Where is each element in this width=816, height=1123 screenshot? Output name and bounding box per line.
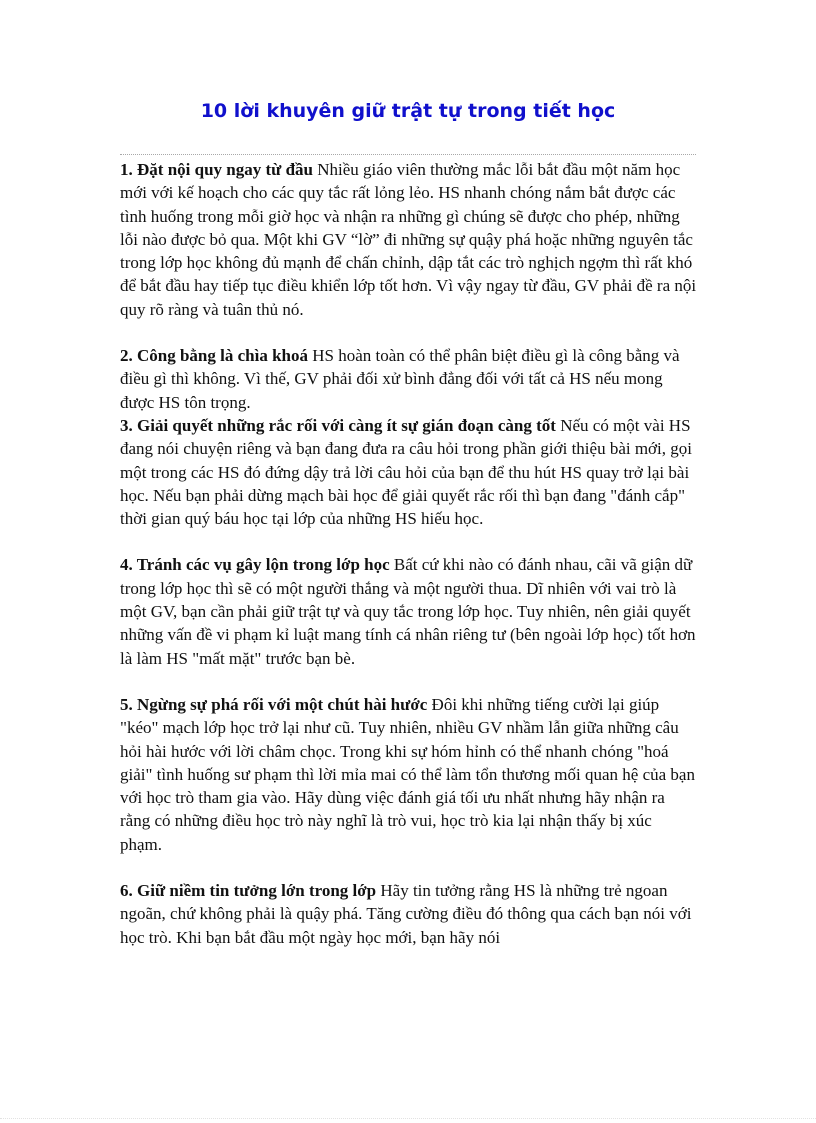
section-5 <box>120 693 698 856</box>
section-4-text: Bất cứ khi nào có đánh nhau, cãi vã giận dữ trong lớp học thì sẽ có một người thắng và một người thua. Dĩ nhiên với vai trò là một GV, bạn cần phải giữ trật tự và quy tắc trong lớp học. Tuy nhiên, nên giải quyết những vấn đề vi phạm kỉ luật mang tính cá nhân riêng tư (bên ngoài lớp học) tốt hơn là làm HS "mất mặt" trước bạn bè. <box>120 555 696 668</box>
section-4-heading: 4. Tránh các vụ gây lộn trong lớp học <box>120 555 390 575</box>
section-6 <box>120 879 698 949</box>
title-divider <box>120 154 696 155</box>
section-1-heading: 1. Đặt nội quy ngay từ đầu <box>120 160 314 179</box>
section-1 <box>120 158 698 321</box>
section-5-heading: 5. Ngừng sự phá rối với một chút hài hước <box>120 694 428 714</box>
section-2-text: HS hoàn toàn có thể phân biệt điều gì là công bằng và điều gì thì không. Vì thế, GV phải đối xử bình đẳng đối với tất cả HS nếu mong được HS tôn trọng. <box>120 346 680 412</box>
section-1-text: Nhiều giáo viên thường mắc lỗi bắt đầu một năm học mới với kế hoạch cho các quy tắc rất lỏng lẻo. HS nhanh chóng nắm bắt được các tình huống trong mỗi giờ học và nhận ra những gì chúng sẽ được cho phép, những lỗi nào được bỏ qua. Một khi GV “lờ” đi những sự quậy phá hoặc những nguyên tắc trong lớp học không đủ mạnh để chấn chỉnh, dập tắt các trò nghịch ngợm thì rất khó để bắt đầu hay tiếp tục điều khiển lớp tốt hơn. Vì vậy ngay từ đầu, GV phải đề ra nội quy rõ ràng và tuân thủ nó. <box>120 160 697 319</box>
section-4 <box>120 553 698 669</box>
section-2 <box>120 344 698 414</box>
section-5-text: Đôi khi những tiếng cười lại giúp "kéo" mạch lớp học trở lại như cũ. Tuy nhiên, nhiều GV nhầm lẫn giữa những câu hỏi hài hước với lời châm chọc. Trong khi sự hóm hỉnh có thể nhanh chóng "hoá giải" tình huống sư phạm thì lời mỉa mai có thể làm tổn thương mối quan hệ của bạn với học trò tham gia vào. Hãy dùng việc đánh giá tối ưu nhất nhưng hãy nhận ra rằng có những điều học trò này nghĩ là trò vui, học trò kia lại nhận thấy bị xúc phạm. <box>120 694 695 854</box>
document-body <box>120 158 698 949</box>
section-6-text: Hãy tin tưởng rằng HS là những trẻ ngoan ngoãn, chứ không phải là quậy phá. Tăng cường điều đó thông qua cách bạn nói với học trò. Khi bạn bắt đầu một ngày học mới, bạn hãy nói <box>120 881 692 947</box>
section-6-heading: 6. Giữ niềm tin tưởng lớn trong lớp <box>120 881 377 901</box>
section-3 <box>120 414 698 530</box>
section-2-heading: 2. Công bằng là chìa khoá <box>120 346 308 366</box>
page-bottom-divider <box>0 1118 816 1119</box>
document-title: 10 lời khuyên giữ trật tự trong tiết học <box>200 100 616 122</box>
section-3-heading: 3. Giải quyết những rắc rối với càng ít sự gián đoạn càng tốt <box>120 415 556 435</box>
section-3-text: Nếu có một vài HS đang nói chuyện riêng và bạn đang đưa ra câu hỏi trong phần giới thiệu bài mới, gọi một trong các HS đó đứng dậy trả lời câu hỏi của bạn để thu hút HS quay trở lại bài học. Nếu bạn phải dừng mạch bài học để giải quyết rắc rối thì bạn đang "đánh cắp" thời gian quý báu học tại lớp của những HS hiếu học. <box>120 415 692 529</box>
